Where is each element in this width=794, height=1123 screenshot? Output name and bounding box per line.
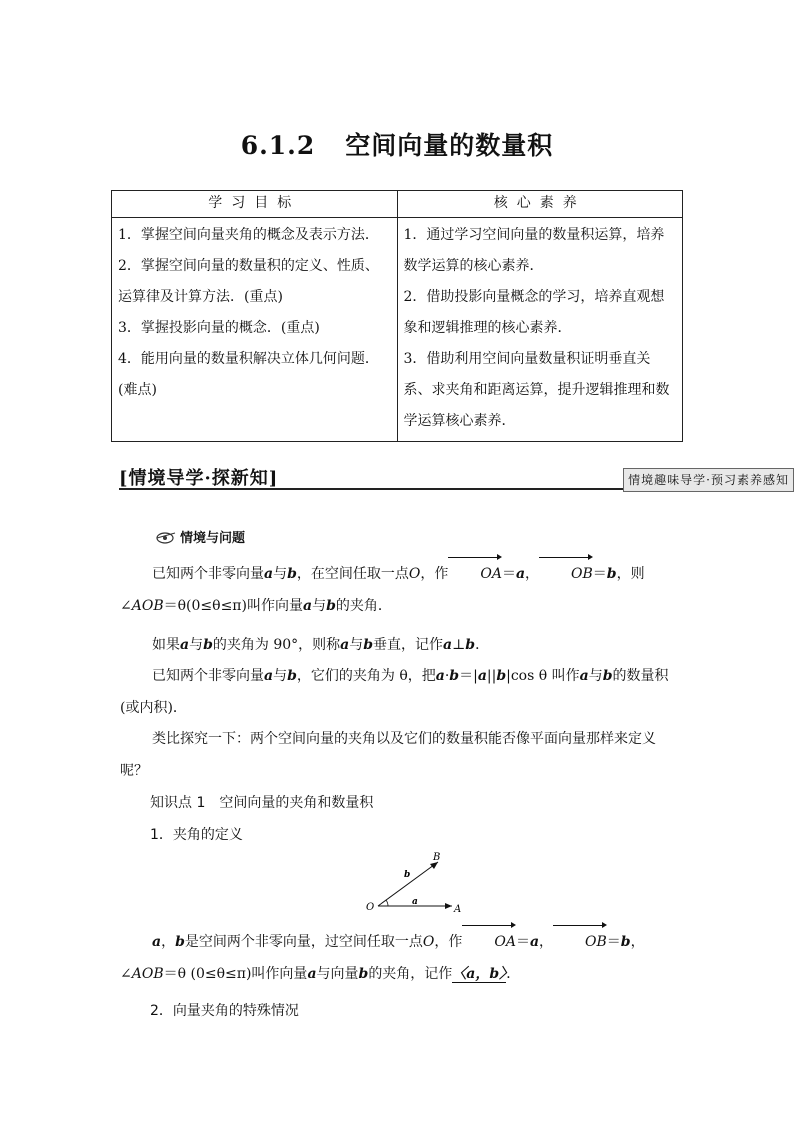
subheading-special-cases: 2．向量夹角的特殊情况 xyxy=(150,1003,299,1019)
paragraph-dot-product: 已知两个非零向量a与b，它们的夹角为 θ，把a·b＝|a||b|cos θ 叫作a与b的数量积(或内积)． xyxy=(120,668,669,716)
vector-b-line xyxy=(378,862,438,906)
section-heading: [情境导学·探新知] xyxy=(119,468,279,489)
paragraph-analogy: 类比探究一下：两个空间向量的夹角以及它们的数量积能否像平面向量那样来定义呢？ xyxy=(120,731,656,779)
vector-a-arrowhead xyxy=(445,903,452,909)
point-o-label: O xyxy=(366,902,375,913)
literacy-item: 2．借助投影向量概念的学习，培养直观想象和逻辑推理的核心素养． xyxy=(403,289,665,336)
header-learning-goals: 学习目标 xyxy=(112,191,398,218)
core-literacy-cell xyxy=(397,218,683,442)
goal-item: 3．掌握投影向量的概念．(重点) xyxy=(118,320,320,336)
angle-arc xyxy=(386,900,388,906)
section-header xyxy=(111,466,794,490)
vector-b-arrowhead xyxy=(430,862,438,869)
section-number: 6.1.2 xyxy=(240,131,316,160)
objectives-table xyxy=(111,190,683,442)
goal-item: 2．掌握空间向量的数量积的定义、性质、运算律及计算方法．(重点) xyxy=(118,258,379,305)
section-tag: 情境趣味导学·预习素养感知 xyxy=(623,468,794,492)
literacy-item: 3．借助利用空间向量数量积证明垂直关系、求夹角和距离运算，提升逻辑推理和数学运算核心素养． xyxy=(403,351,670,429)
paragraph-perpendicular: 如果a与b的夹角为 90°，则称a与b垂直，记作a⊥b． xyxy=(152,637,490,653)
paragraph-angle-definition: 已知两个非零向量a与b，在空间任取一点O，作 OA＝a， OB＝b，则∠AOB＝θ(0≤θ≤π)叫作向量a与b的夹角． xyxy=(120,558,680,622)
vector-b-label: b xyxy=(404,870,411,880)
section-title: 空间向量的数量积 xyxy=(345,131,554,160)
angle-diagram xyxy=(360,850,470,920)
knowledge-point-heading: 知识点 1 空间向量的夹角和数量积 xyxy=(150,795,374,811)
subheading-angle-definition: 1．夹角的定义 xyxy=(150,827,243,843)
learning-goals-cell xyxy=(112,218,398,442)
point-a-label: A xyxy=(454,904,462,915)
literacy-item: 1．通过学习空间向量的数量积运算，培养数学运算的核心素养． xyxy=(403,227,665,274)
point-b-label: B xyxy=(433,852,441,863)
goal-item: 4．能用向量的数量积解决立体几何问题．(难点) xyxy=(118,351,379,398)
paragraph-angle-formal-definition: a，b是空间两个非零向量，过空间任取一点O，作 OA＝a， OB＝b，∠AOB＝θ (0≤θ≤π)叫作向量a与向量b的夹角，记作〈a，b〉． xyxy=(120,926,680,990)
goal-item: 1．掌握空间向量夹角的概念及表示方法． xyxy=(118,227,379,243)
scenario-label xyxy=(155,527,245,546)
page-title xyxy=(0,126,794,162)
scenario-label-text: 情境与问题 xyxy=(180,531,246,546)
header-core-literacy: 核心素养 xyxy=(397,191,683,218)
scenario-icon xyxy=(155,529,177,545)
angle-notation: 〈a，b〉 xyxy=(452,966,507,982)
vector-a-label: a xyxy=(412,897,418,907)
